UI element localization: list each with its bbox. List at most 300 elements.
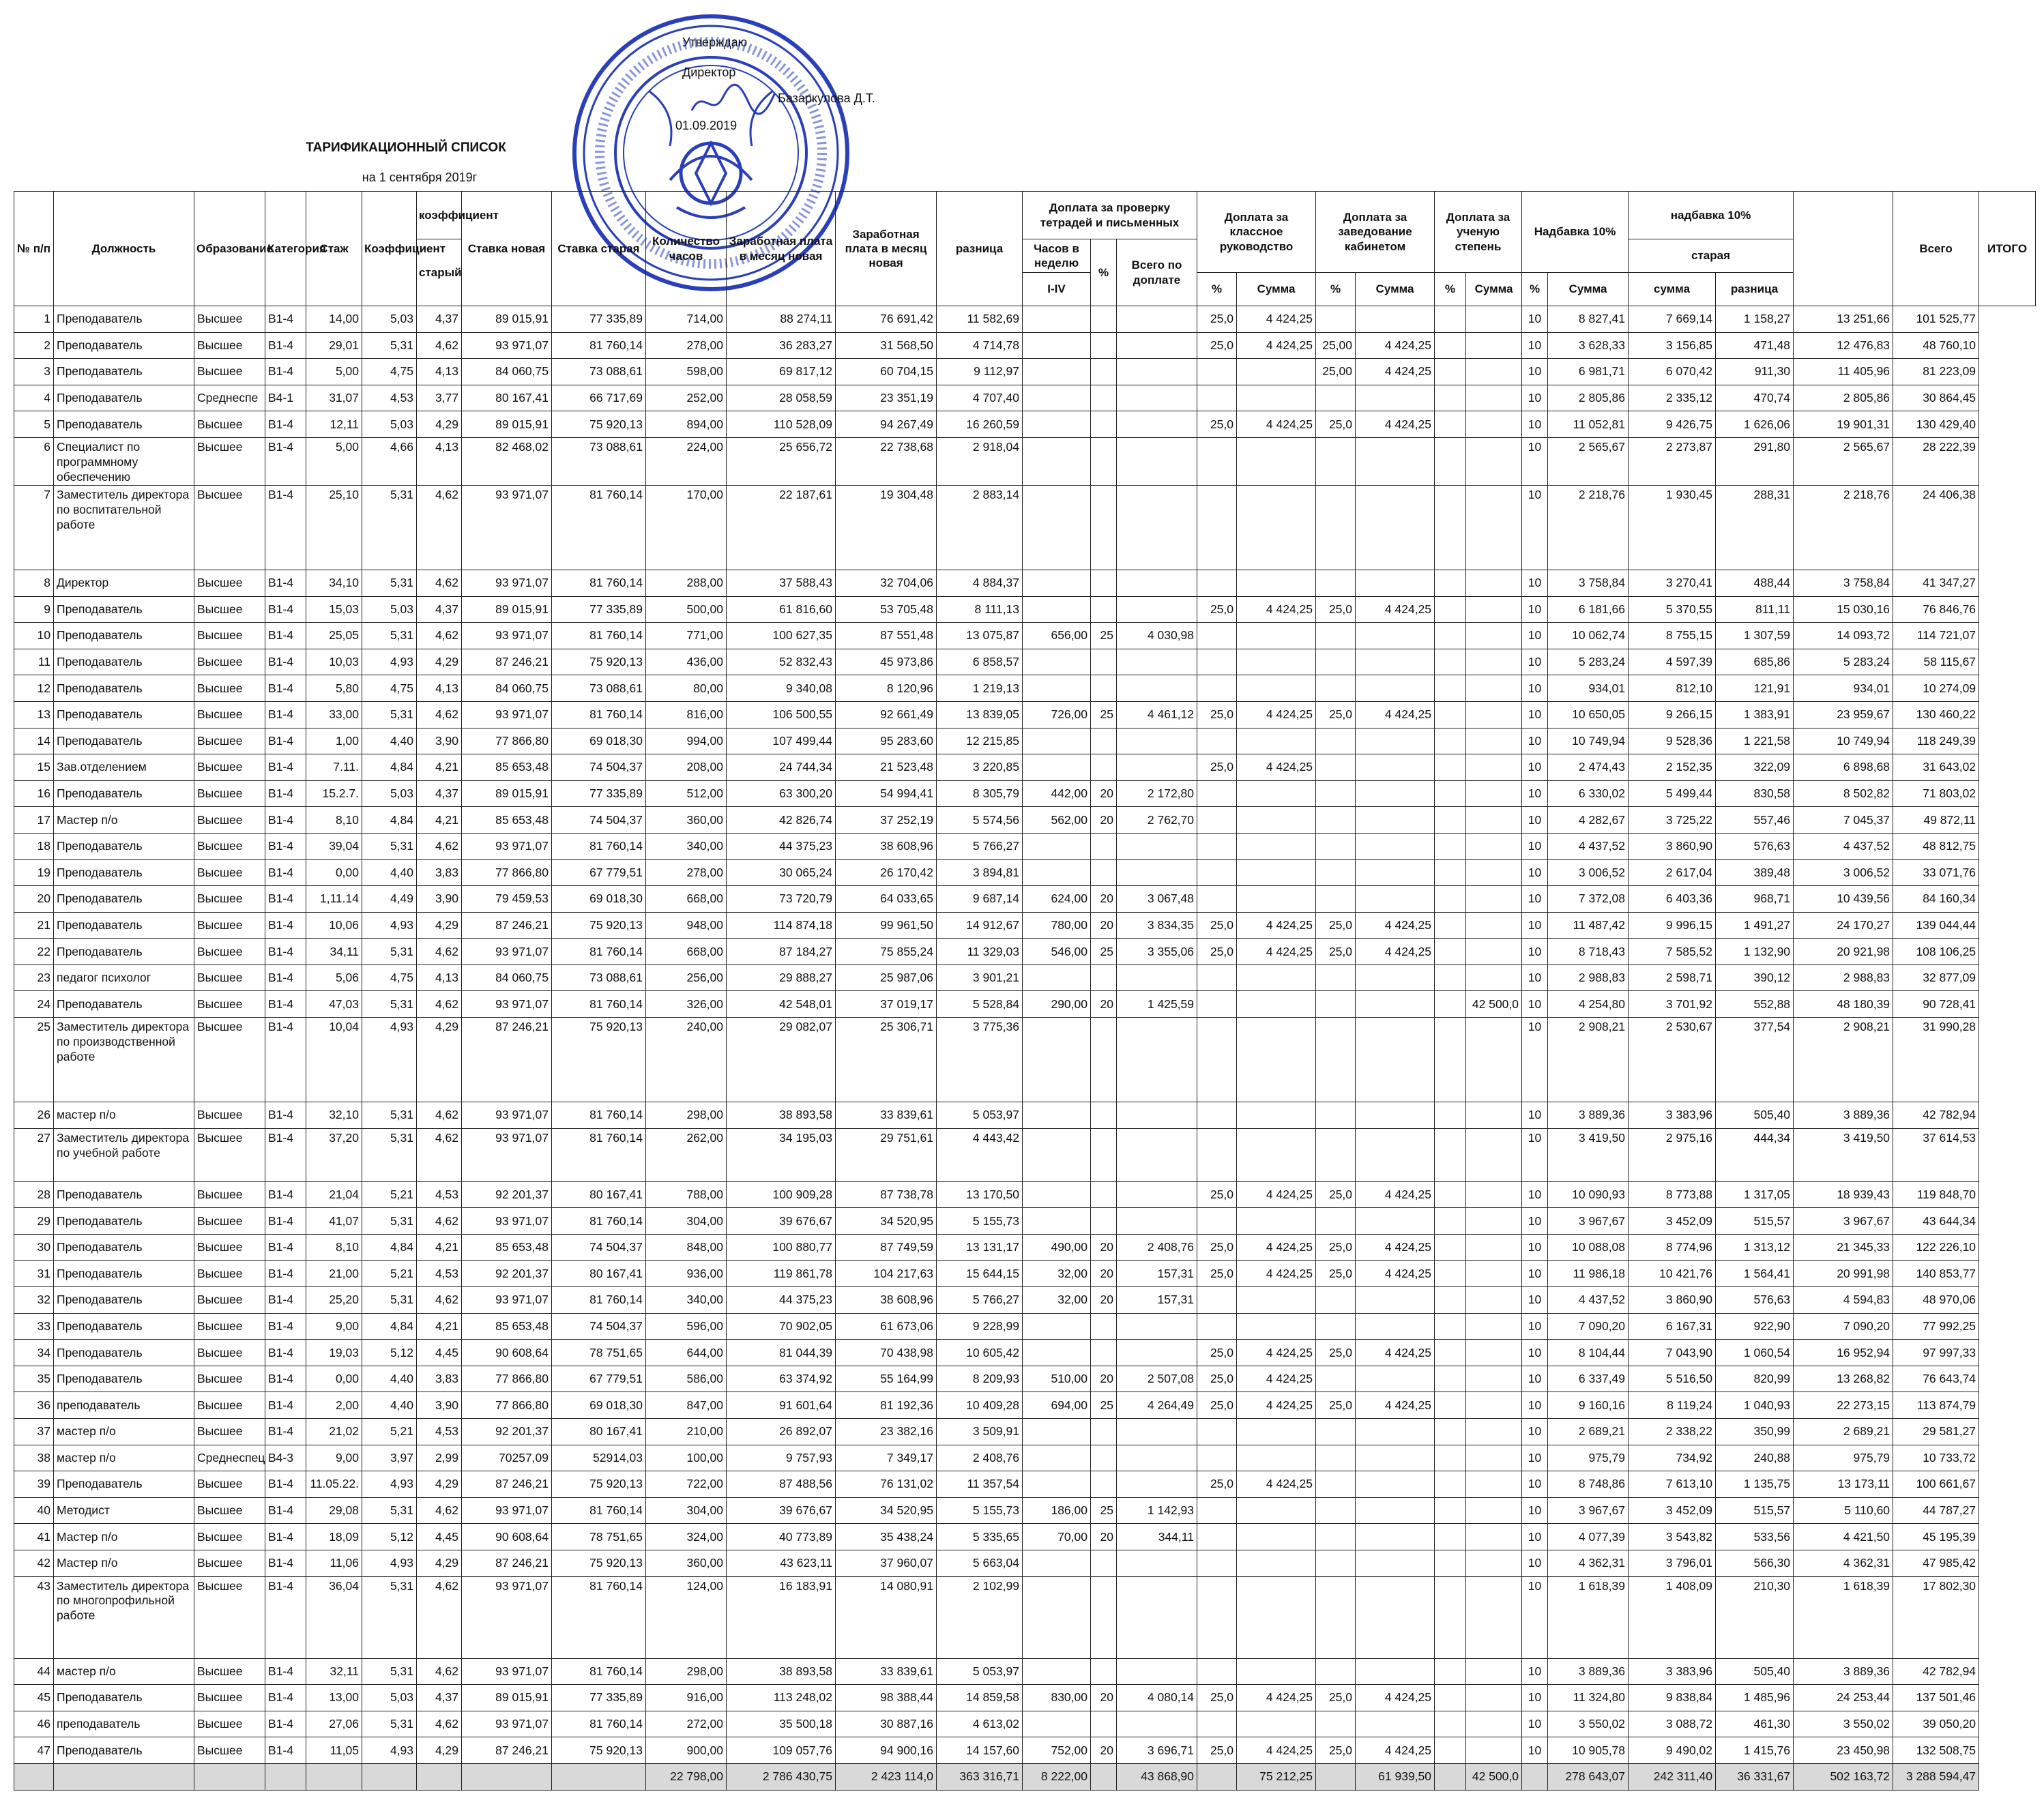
cell-check-pct: 25	[1091, 939, 1117, 965]
cell-degree-sum	[1466, 886, 1522, 913]
cell-coef-old: 4,62	[417, 1128, 462, 1181]
col-class-sum: Сумма	[1237, 273, 1316, 306]
cell-position: Преподаватель	[54, 1208, 194, 1235]
cell-bonus-pct: 10	[1522, 306, 1548, 333]
cell-coef: 4,84	[362, 1234, 417, 1261]
cell-coef: 4,75	[362, 359, 417, 385]
cell-total: 10 749,94	[1794, 728, 1893, 754]
cell-education: Высшее	[194, 596, 265, 623]
cell-bonus-sum: 8 104,44	[1548, 1340, 1629, 1366]
cell-degree-sum	[1466, 1366, 1522, 1392]
cell-class-pct: 25,0	[1197, 1737, 1237, 1764]
cell-check-pct	[1091, 649, 1117, 675]
cell-bonus-sum: 2 908,21	[1548, 1018, 1629, 1102]
cell-bonus-sum: 10 650,05	[1548, 701, 1629, 728]
cell-diff: 5 053,97	[937, 1102, 1023, 1129]
cell-degree-sum	[1466, 859, 1522, 886]
cell-coef: 5,03	[362, 780, 417, 807]
cell-check-hours	[1023, 859, 1091, 886]
cell-bonus-pct: 10	[1522, 623, 1548, 649]
cell-degree-pct	[1435, 359, 1466, 385]
cell-cabinet-sum	[1356, 1550, 1435, 1576]
cell-cabinet-pct	[1316, 1018, 1356, 1102]
cell-education: Высшее	[194, 411, 265, 438]
cell-total: 3 967,67	[1794, 1208, 1893, 1235]
cell-bonus-sum: 10 905,78	[1548, 1737, 1629, 1764]
cell-bonus-pct: 10	[1522, 675, 1548, 702]
col-coef-old-top: коэффициент	[417, 192, 462, 239]
cell-pay-new: 69 817,12	[727, 359, 836, 385]
cell-bonus-sum: 8 718,43	[1548, 939, 1629, 965]
cell-degree-pct	[1435, 1366, 1466, 1392]
cell-bonus-old-sum: 3 860,90	[1629, 1287, 1716, 1314]
cell-pay-old: 38 608,96	[836, 1287, 937, 1314]
cell-coef-old: 4,13	[417, 965, 462, 991]
cell-coef: 5,12	[362, 1340, 417, 1366]
cell-hours: 298,00	[646, 1102, 727, 1129]
cell-check-hours: 562,00	[1023, 807, 1091, 834]
cell-pay-old: 76 131,02	[836, 1471, 937, 1498]
cell-pay-new: 63 374,92	[727, 1366, 836, 1392]
cell-pay-new: 30 065,24	[727, 859, 836, 886]
cell-class-pct	[1197, 1102, 1237, 1129]
cell-num: 22	[14, 939, 54, 965]
cell-hours: 848,00	[646, 1234, 727, 1261]
cell-check-total	[1117, 754, 1197, 781]
cell-cabinet-pct: 25,0	[1316, 1685, 1356, 1711]
cell-class-pct: 25,0	[1197, 1471, 1237, 1498]
cell-diff: 11 329,03	[937, 939, 1023, 965]
cell-pay-new: 26 892,07	[727, 1419, 836, 1445]
cell-bonus-sum: 4 077,39	[1548, 1524, 1629, 1550]
cell-bonus-pct: 10	[1522, 1685, 1548, 1711]
cell-category: В1-4	[265, 596, 306, 623]
cell-bonus-sum: 6 181,66	[1548, 596, 1629, 623]
cell-check-hours: 8 222,00	[1023, 1763, 1091, 1790]
col-bonus2-group: надбавка 10%	[1629, 192, 1794, 239]
cell-class-pct	[1197, 623, 1237, 649]
table-row	[14, 991, 2036, 1018]
cell-check-total: 2 408,76	[1117, 1234, 1197, 1261]
cell-total: 14 093,72	[1794, 623, 1893, 649]
cell-position: Заместитель директора по учебной работе	[54, 1128, 194, 1181]
cell-class-sum	[1237, 385, 1316, 411]
cell-check-total: 4 461,12	[1117, 701, 1197, 728]
cell-pay-new: 38 893,58	[727, 1658, 836, 1685]
cell-cabinet-pct	[1316, 833, 1356, 859]
cell-rate-old: 75 920,13	[552, 1550, 646, 1576]
cell-class-sum	[1237, 359, 1316, 385]
cell-diff: 5 528,84	[937, 991, 1023, 1018]
cell-total: 10 439,56	[1794, 886, 1893, 913]
cell-experience: 2,00	[306, 1392, 362, 1419]
cell-pay-old: 33 839,61	[836, 1102, 937, 1129]
cell-diff: 363 316,71	[937, 1763, 1023, 1790]
cell-bonus-pct: 10	[1522, 1471, 1548, 1498]
cell-check-hours	[1023, 385, 1091, 411]
cell-experience: 9,00	[306, 1313, 362, 1340]
cell-bonus-diff: 461,30	[1716, 1711, 1794, 1737]
cell-grand-total: 90 728,41	[1893, 991, 1979, 1018]
cell-degree-pct	[1435, 807, 1466, 834]
cell-rate-new: 85 653,48	[462, 754, 552, 781]
cell-coef-old: 4,62	[417, 1658, 462, 1685]
cell-check-total	[1117, 596, 1197, 623]
cell-class-sum: 4 424,25	[1237, 1685, 1316, 1711]
cell-grand-total: 42 782,94	[1893, 1102, 1979, 1129]
cell-degree-pct	[1435, 991, 1466, 1018]
cell-education: Высшее	[194, 833, 265, 859]
cell-education: Высшее	[194, 754, 265, 781]
cell-bonus-diff: 1 491,27	[1716, 912, 1794, 939]
cell-grand-total: 10 274,09	[1893, 675, 1979, 702]
cell-num: 28	[14, 1181, 54, 1208]
cell-num	[14, 1763, 54, 1790]
cell-pay-new: 16 183,91	[727, 1576, 836, 1658]
cell-coef: 4,93	[362, 1471, 417, 1498]
cell-position: Преподаватель	[54, 385, 194, 411]
cell-class-pct	[1197, 1313, 1237, 1340]
cell-check-pct	[1091, 1658, 1117, 1685]
cell-total: 4 594,83	[1794, 1287, 1893, 1314]
cell-rate-old: 74 504,37	[552, 1313, 646, 1340]
cell-degree-sum	[1466, 596, 1522, 623]
cell-position: мастер п/о	[54, 1658, 194, 1685]
cell-cabinet-sum	[1356, 1128, 1435, 1181]
cell-category: В1-4	[265, 1471, 306, 1498]
cell-class-sum	[1237, 1208, 1316, 1235]
cell-pay-new: 29 082,07	[727, 1018, 836, 1102]
cell-check-hours	[1023, 1018, 1091, 1102]
cell-pay-old: 23 351,19	[836, 385, 937, 411]
cell-hours: 324,00	[646, 1524, 727, 1550]
cell-total: 24 170,27	[1794, 912, 1893, 939]
cell-coef-old: 4,21	[417, 807, 462, 834]
cell-class-sum	[1237, 623, 1316, 649]
cell-bonus-diff: 685,86	[1716, 649, 1794, 675]
totals-row	[14, 1763, 2036, 1790]
cell-education: Высшее	[194, 1018, 265, 1102]
table-row	[14, 1419, 2036, 1445]
cell-experience: 18,09	[306, 1524, 362, 1550]
cell-cabinet-sum	[1356, 1471, 1435, 1498]
cell-rate-new: 93 971,07	[462, 1658, 552, 1685]
cell-rate-old: 67 779,51	[552, 859, 646, 886]
cell-class-pct	[1197, 965, 1237, 991]
cell-check-pct	[1091, 1550, 1117, 1576]
cell-total: 22 273,15	[1794, 1392, 1893, 1419]
cell-experience: 12,11	[306, 411, 362, 438]
cell-degree-sum	[1466, 1234, 1522, 1261]
cell-experience: 19,03	[306, 1340, 362, 1366]
cell-pay-new: 44 375,23	[727, 1287, 836, 1314]
cell-coef-old: 3,90	[417, 886, 462, 913]
cell-degree-sum	[1466, 1711, 1522, 1737]
cell-education: Высшее	[194, 1366, 265, 1392]
cell-check-pct	[1091, 332, 1117, 359]
cell-total: 23 959,67	[1794, 701, 1893, 728]
cell-coef-old: 4,29	[417, 1471, 462, 1498]
table-row	[14, 1018, 2036, 1102]
cell-degree-pct	[1435, 1576, 1466, 1658]
cell-coef-old: 4,62	[417, 1102, 462, 1129]
cell-num: 6	[14, 437, 54, 485]
cell-category: В4-3	[265, 1445, 306, 1471]
cell-check-total	[1117, 306, 1197, 333]
cell-degree-sum	[1466, 1737, 1522, 1764]
table-row	[14, 437, 2036, 485]
cell-rate-new: 93 971,07	[462, 1497, 552, 1524]
cell-experience: 41,07	[306, 1208, 362, 1235]
cell-total: 3 550,02	[1794, 1711, 1893, 1737]
cell-total: 19 901,31	[1794, 411, 1893, 438]
cell-category: В1-4	[265, 965, 306, 991]
cell-check-total	[1117, 675, 1197, 702]
cell-degree-pct	[1435, 1340, 1466, 1366]
cell-bonus-old-sum: 8 774,96	[1629, 1234, 1716, 1261]
cell-education: Высшее	[194, 1340, 265, 1366]
cell-total: 4 421,50	[1794, 1524, 1893, 1550]
cell-coef-old: 4,53	[417, 1419, 462, 1445]
cell-grand-total: 84 160,34	[1893, 886, 1979, 913]
cell-cabinet-sum	[1356, 728, 1435, 754]
cell-pay-new: 29 888,27	[727, 965, 836, 991]
col-bonus-old: старая	[1629, 239, 1794, 273]
cell-coef: 5,31	[362, 939, 417, 965]
approval-approve: Утверждаю	[682, 35, 748, 49]
cell-rate-new: 93 971,07	[462, 1102, 552, 1129]
cell-bonus-old-sum: 3 543,82	[1629, 1524, 1716, 1550]
table-row	[14, 1658, 2036, 1685]
cell-coef-old: 4,29	[417, 1737, 462, 1764]
cell-check-pct	[1091, 1340, 1117, 1366]
cell-class-pct	[1197, 1658, 1237, 1685]
cell-rate-new: 85 653,48	[462, 1234, 552, 1261]
cell-diff: 11 582,69	[937, 306, 1023, 333]
cell-pay-old: 25 987,06	[836, 965, 937, 991]
cell-num: 9	[14, 596, 54, 623]
cell-bonus-old-sum: 7 613,10	[1629, 1471, 1716, 1498]
cell-class-sum: 4 424,25	[1237, 939, 1316, 965]
cell-hours: 586,00	[646, 1366, 727, 1392]
cell-pay-new: 52 832,43	[727, 649, 836, 675]
cell-experience: 47,03	[306, 991, 362, 1018]
col-position: Должность	[54, 192, 194, 306]
cell-bonus-diff: 820,99	[1716, 1366, 1794, 1392]
cell-check-pct	[1091, 385, 1117, 411]
cell-experience: 1,00	[306, 728, 362, 754]
cell-num: 7	[14, 485, 54, 570]
cell-class-sum	[1237, 675, 1316, 702]
cell-degree-sum	[1466, 1658, 1522, 1685]
col-total: Всего	[1893, 192, 1979, 306]
cell-bonus-pct: 10	[1522, 965, 1548, 991]
cell-class-pct: 25,0	[1197, 1261, 1237, 1287]
cell-pay-new: 43 623,11	[727, 1550, 836, 1576]
cell-bonus-diff: 1 383,91	[1716, 701, 1794, 728]
cell-degree-pct	[1435, 411, 1466, 438]
cell-cabinet-sum: 4 424,25	[1356, 1340, 1435, 1366]
cell-grand-total: 137 501,46	[1893, 1685, 1979, 1711]
cell-cabinet-sum: 4 424,25	[1356, 912, 1435, 939]
cell-grand-total: 119 848,70	[1893, 1181, 1979, 1208]
col-bonus-diff-top	[1794, 192, 1893, 306]
cell-degree-pct	[1435, 675, 1466, 702]
cell-num: 30	[14, 1234, 54, 1261]
col-check-total: Всего по доплате	[1117, 239, 1197, 306]
cell-pay-new: 63 300,20	[727, 780, 836, 807]
cell-check-hours	[1023, 359, 1091, 385]
cell-degree-sum: 42 500,0	[1466, 1763, 1522, 1790]
cell-diff: 8 305,79	[937, 780, 1023, 807]
cell-bonus-pct: 10	[1522, 780, 1548, 807]
cell-rate-old: 77 335,89	[552, 306, 646, 333]
cell-total: 2 988,83	[1794, 965, 1893, 991]
cell-class-pct: 25,0	[1197, 411, 1237, 438]
cell-bonus-diff: 922,90	[1716, 1313, 1794, 1340]
cell-diff: 3 894,81	[937, 859, 1023, 886]
cell-class-sum	[1237, 1576, 1316, 1658]
cell-bonus-pct: 10	[1522, 833, 1548, 859]
cell-grand-total: 31 643,02	[1893, 754, 1979, 781]
cell-bonus-sum: 4 437,52	[1548, 833, 1629, 859]
cell-check-total	[1117, 649, 1197, 675]
cell-coef: 4,93	[362, 912, 417, 939]
cell-bonus-pct: 10	[1522, 701, 1548, 728]
cell-degree-pct	[1435, 1313, 1466, 1340]
cell-experience: 9,00	[306, 1445, 362, 1471]
cell-total: 1 618,39	[1794, 1576, 1893, 1658]
cell-coef: 5,31	[362, 570, 417, 596]
cell-bonus-pct: 10	[1522, 912, 1548, 939]
cell-check-pct	[1091, 754, 1117, 781]
cell-coef: 5,12	[362, 1524, 417, 1550]
cell-rate-old: 81 760,14	[552, 833, 646, 859]
cell-bonus-pct: 10	[1522, 437, 1548, 485]
cell-check-total	[1117, 1018, 1197, 1102]
cell-bonus-pct: 10	[1522, 754, 1548, 781]
cell-grand-total: 77 992,25	[1893, 1313, 1979, 1340]
cell-rate-old: 81 760,14	[552, 570, 646, 596]
cell-pay-new: 44 375,23	[727, 833, 836, 859]
cell-grand-total: 108 106,25	[1893, 939, 1979, 965]
cell-bonus-sum: 3 967,67	[1548, 1208, 1629, 1235]
cell-category: В1-4	[265, 780, 306, 807]
cell-bonus-diff: 1 313,12	[1716, 1234, 1794, 1261]
cell-experience: 14,00	[306, 306, 362, 333]
cell-bonus-pct: 10	[1522, 1018, 1548, 1102]
cell-rate-new: 93 971,07	[462, 1711, 552, 1737]
cell-cabinet-sum	[1356, 570, 1435, 596]
cell-pay-new: 100 880,77	[727, 1234, 836, 1261]
cell-pay-old: 45 973,86	[836, 649, 937, 675]
cell-degree-pct	[1435, 1287, 1466, 1314]
cell-position	[54, 1763, 194, 1790]
cell-education: Высшее	[194, 1471, 265, 1498]
table-row	[14, 675, 2036, 702]
cell-grand-total: 48 970,06	[1893, 1287, 1979, 1314]
cell-rate-old: 75 920,13	[552, 649, 646, 675]
cell-degree-sum	[1466, 1685, 1522, 1711]
cell-class-sum	[1237, 437, 1316, 485]
cell-rate-old: 81 760,14	[552, 939, 646, 965]
cell-bonus-old-sum: 3 270,41	[1629, 570, 1716, 596]
cell-education: Высшее	[194, 1685, 265, 1711]
cell-cabinet-pct: 25,0	[1316, 939, 1356, 965]
table-row	[14, 1392, 2036, 1419]
cell-total: 20 991,98	[1794, 1261, 1893, 1287]
cell-cabinet-sum	[1356, 1497, 1435, 1524]
cell-position: Специалист по программному обеспечению	[54, 437, 194, 485]
cell-num: 8	[14, 570, 54, 596]
cell-grand-total: 58 115,67	[1893, 649, 1979, 675]
cell-grand-total: 48 812,75	[1893, 833, 1979, 859]
cell-experience: 29,08	[306, 1497, 362, 1524]
cell-class-sum	[1237, 965, 1316, 991]
cell-degree-sum	[1466, 306, 1522, 333]
cell-class-sum: 4 424,25	[1237, 1340, 1316, 1366]
cell-pay-old: 99 961,50	[836, 912, 937, 939]
cell-degree-pct	[1435, 1102, 1466, 1129]
cell-experience: 25,20	[306, 1287, 362, 1314]
cell-class-pct	[1197, 1524, 1237, 1550]
cell-coef-old: 4,29	[417, 411, 462, 438]
cell-check-pct	[1091, 728, 1117, 754]
cell-education: Среднеспец	[194, 1445, 265, 1471]
cell-coef: 4,49	[362, 886, 417, 913]
cell-class-pct: 25,0	[1197, 1366, 1237, 1392]
cell-pay-new: 100 627,35	[727, 623, 836, 649]
cell-class-sum	[1237, 1018, 1316, 1102]
cell-experience: 34,11	[306, 939, 362, 965]
cell-bonus-sum: 3 006,52	[1548, 859, 1629, 886]
cell-bonus-old-sum: 10 421,76	[1629, 1261, 1716, 1287]
cell-diff: 4 707,40	[937, 385, 1023, 411]
cell-category: В1-4	[265, 1261, 306, 1287]
cell-num: 35	[14, 1366, 54, 1392]
cell-num: 41	[14, 1524, 54, 1550]
cell-education: Высшее	[194, 1261, 265, 1287]
col-category: Категория	[265, 192, 306, 306]
cell-class-pct: 25,0	[1197, 306, 1237, 333]
cell-position: мастер п/о	[54, 1102, 194, 1129]
cell-total: 502 163,72	[1794, 1763, 1893, 1790]
cell-category: В1-4	[265, 623, 306, 649]
cell-degree-pct	[1435, 1763, 1466, 1790]
cell-diff: 4 443,42	[937, 1128, 1023, 1181]
table-row	[14, 701, 2036, 728]
cell-cabinet-pct	[1316, 859, 1356, 886]
cell-bonus-sum: 4 282,67	[1548, 807, 1629, 834]
cell-check-total	[1117, 570, 1197, 596]
cell-total: 6 898,68	[1794, 754, 1893, 781]
cell-rate-new: 93 971,07	[462, 623, 552, 649]
cell-class-pct	[1197, 1763, 1237, 1790]
cell-grand-total: 28 222,39	[1893, 437, 1979, 485]
cell-coef-old	[417, 1763, 462, 1790]
col-bonus-pct: %	[1522, 273, 1548, 306]
cell-check-total: 2 507,08	[1117, 1366, 1197, 1392]
cell-bonus-diff: 515,57	[1716, 1208, 1794, 1235]
cell-diff: 9 228,99	[937, 1313, 1023, 1340]
cell-rate-new: 89 015,91	[462, 1685, 552, 1711]
cell-category: В1-4	[265, 570, 306, 596]
cell-position: Преподаватель	[54, 833, 194, 859]
cell-coef-old: 4,29	[417, 1550, 462, 1576]
cell-category: В1-4	[265, 1497, 306, 1524]
cell-total: 16 952,94	[1794, 1340, 1893, 1366]
cell-check-hours	[1023, 1340, 1091, 1366]
